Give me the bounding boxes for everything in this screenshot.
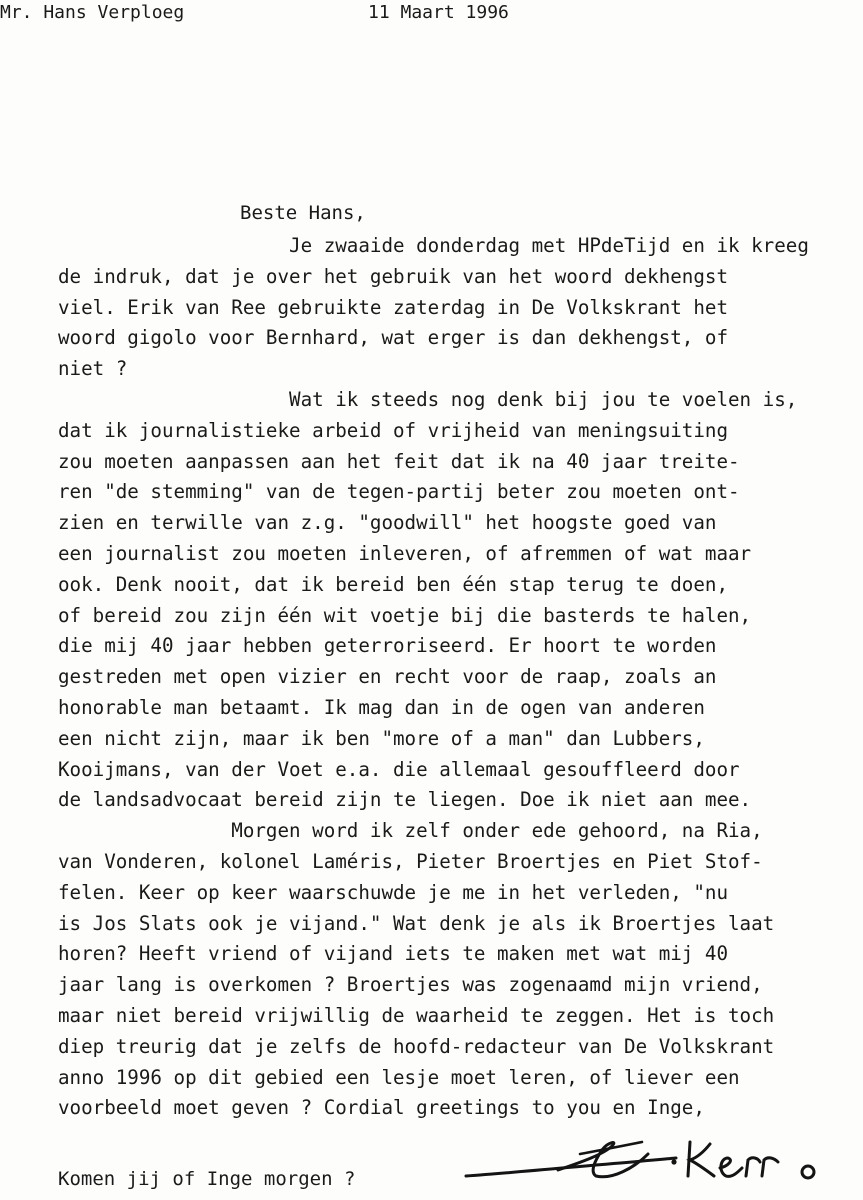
- letter-date: 11 Maart 1996: [368, 2, 509, 23]
- body-line: een journalist zou moeten inleveren, of afremmen of wat maar: [58, 541, 752, 565]
- body-line: dat ik journalistieke arbeid of vrijheid van meningsuiting: [58, 418, 729, 442]
- body-line: felen. Keer op keer waarschuwde je me in het verleden, "nu: [58, 880, 729, 904]
- body-line: anno 1996 op dit gebied een lesje moet leren, of liever een: [58, 1065, 740, 1089]
- body-line: Morgen word ik zelf onder ede gehoord, na Ria,: [58, 819, 763, 843]
- letter-postscript: Komen jij of Inge morgen ?: [58, 1168, 356, 1190]
- body-line: of bereid zou zijn één wit voetje bij die basterds te halen,: [58, 603, 752, 627]
- body-line: een nicht zijn, maar ik ben "more of a man" dan Lubbers,: [58, 726, 705, 750]
- body-line: ren "de stemming" van de tegen-partij beter zou moeten ont-: [58, 480, 740, 504]
- body-line: niet ?: [58, 357, 128, 381]
- letter-recipient: Mr. Hans Verploeg: [0, 2, 185, 23]
- body-line: diep treurig dat je zelfs de hoofd-redacteur van De Volkskrant: [58, 1034, 775, 1058]
- body-line: de indruk, dat je over het gebruik van het woord dekhengst: [58, 264, 729, 288]
- body-line: voorbeeld moet geven ? Cordial greetings to you en Inge,: [58, 1096, 705, 1120]
- body-line: die mij 40 jaar hebben geterroriseerd. Er hoort te worden: [58, 634, 717, 658]
- body-line: is Jos Slats ook je vijand." Wat denk je als ik Broertjes laat: [58, 911, 775, 935]
- body-line: maar niet bereid vrijwillig de waarheid te zeggen. Het is toch: [58, 1003, 775, 1027]
- body-line: jaar lang is overkomen ? Broertjes was zogenaamd mijn vriend,: [58, 973, 763, 997]
- body-line: ook. Denk nooit, dat ik bereid ben één stap terug te doen,: [58, 572, 729, 596]
- body-line: van Vonderen, kolonel Laméris, Pieter Broertjes en Piet Stof-: [58, 849, 763, 873]
- body-line: woord gigolo voor Bernhard, wat erger is dan dekhengst, of: [58, 326, 729, 350]
- body-line: gestreden met open vizier en recht voor de raap, zoals an: [58, 665, 717, 689]
- body-line: Kooijmans, van der Voet e.a. die allemaal gesouffleerd door: [58, 757, 740, 781]
- handwritten-signature: [462, 1132, 842, 1194]
- letter-body: [58, 231, 863, 1124]
- body-line: Je zwaaide donderdag met HPdeTijd en ik kreeg: [58, 234, 809, 257]
- body-line: zou moeten aanpassen aan het feit dat ik na 40 jaar treite-: [58, 449, 740, 473]
- body-line: viel. Erik van Ree gebruikte zaterdag in De Volkskrant het: [58, 295, 729, 319]
- letter-salutation: Beste Hans,: [240, 202, 366, 224]
- body-line: honorable man betaamt. Ik mag dan in de ogen van anderen: [58, 695, 705, 719]
- body-line: de landsadvocaat bereid zijn te liegen. Doe ik niet aan mee.: [58, 788, 752, 812]
- body-line: horen? Heeft vriend of vijand iets te maken met wat mij 40: [58, 942, 729, 966]
- body-line: zien en terwille van z.g. "goodwill" het hoogste goed van: [58, 511, 717, 535]
- body-line: Wat ik steeds nog denk bij jou te voelen is,: [58, 387, 798, 411]
